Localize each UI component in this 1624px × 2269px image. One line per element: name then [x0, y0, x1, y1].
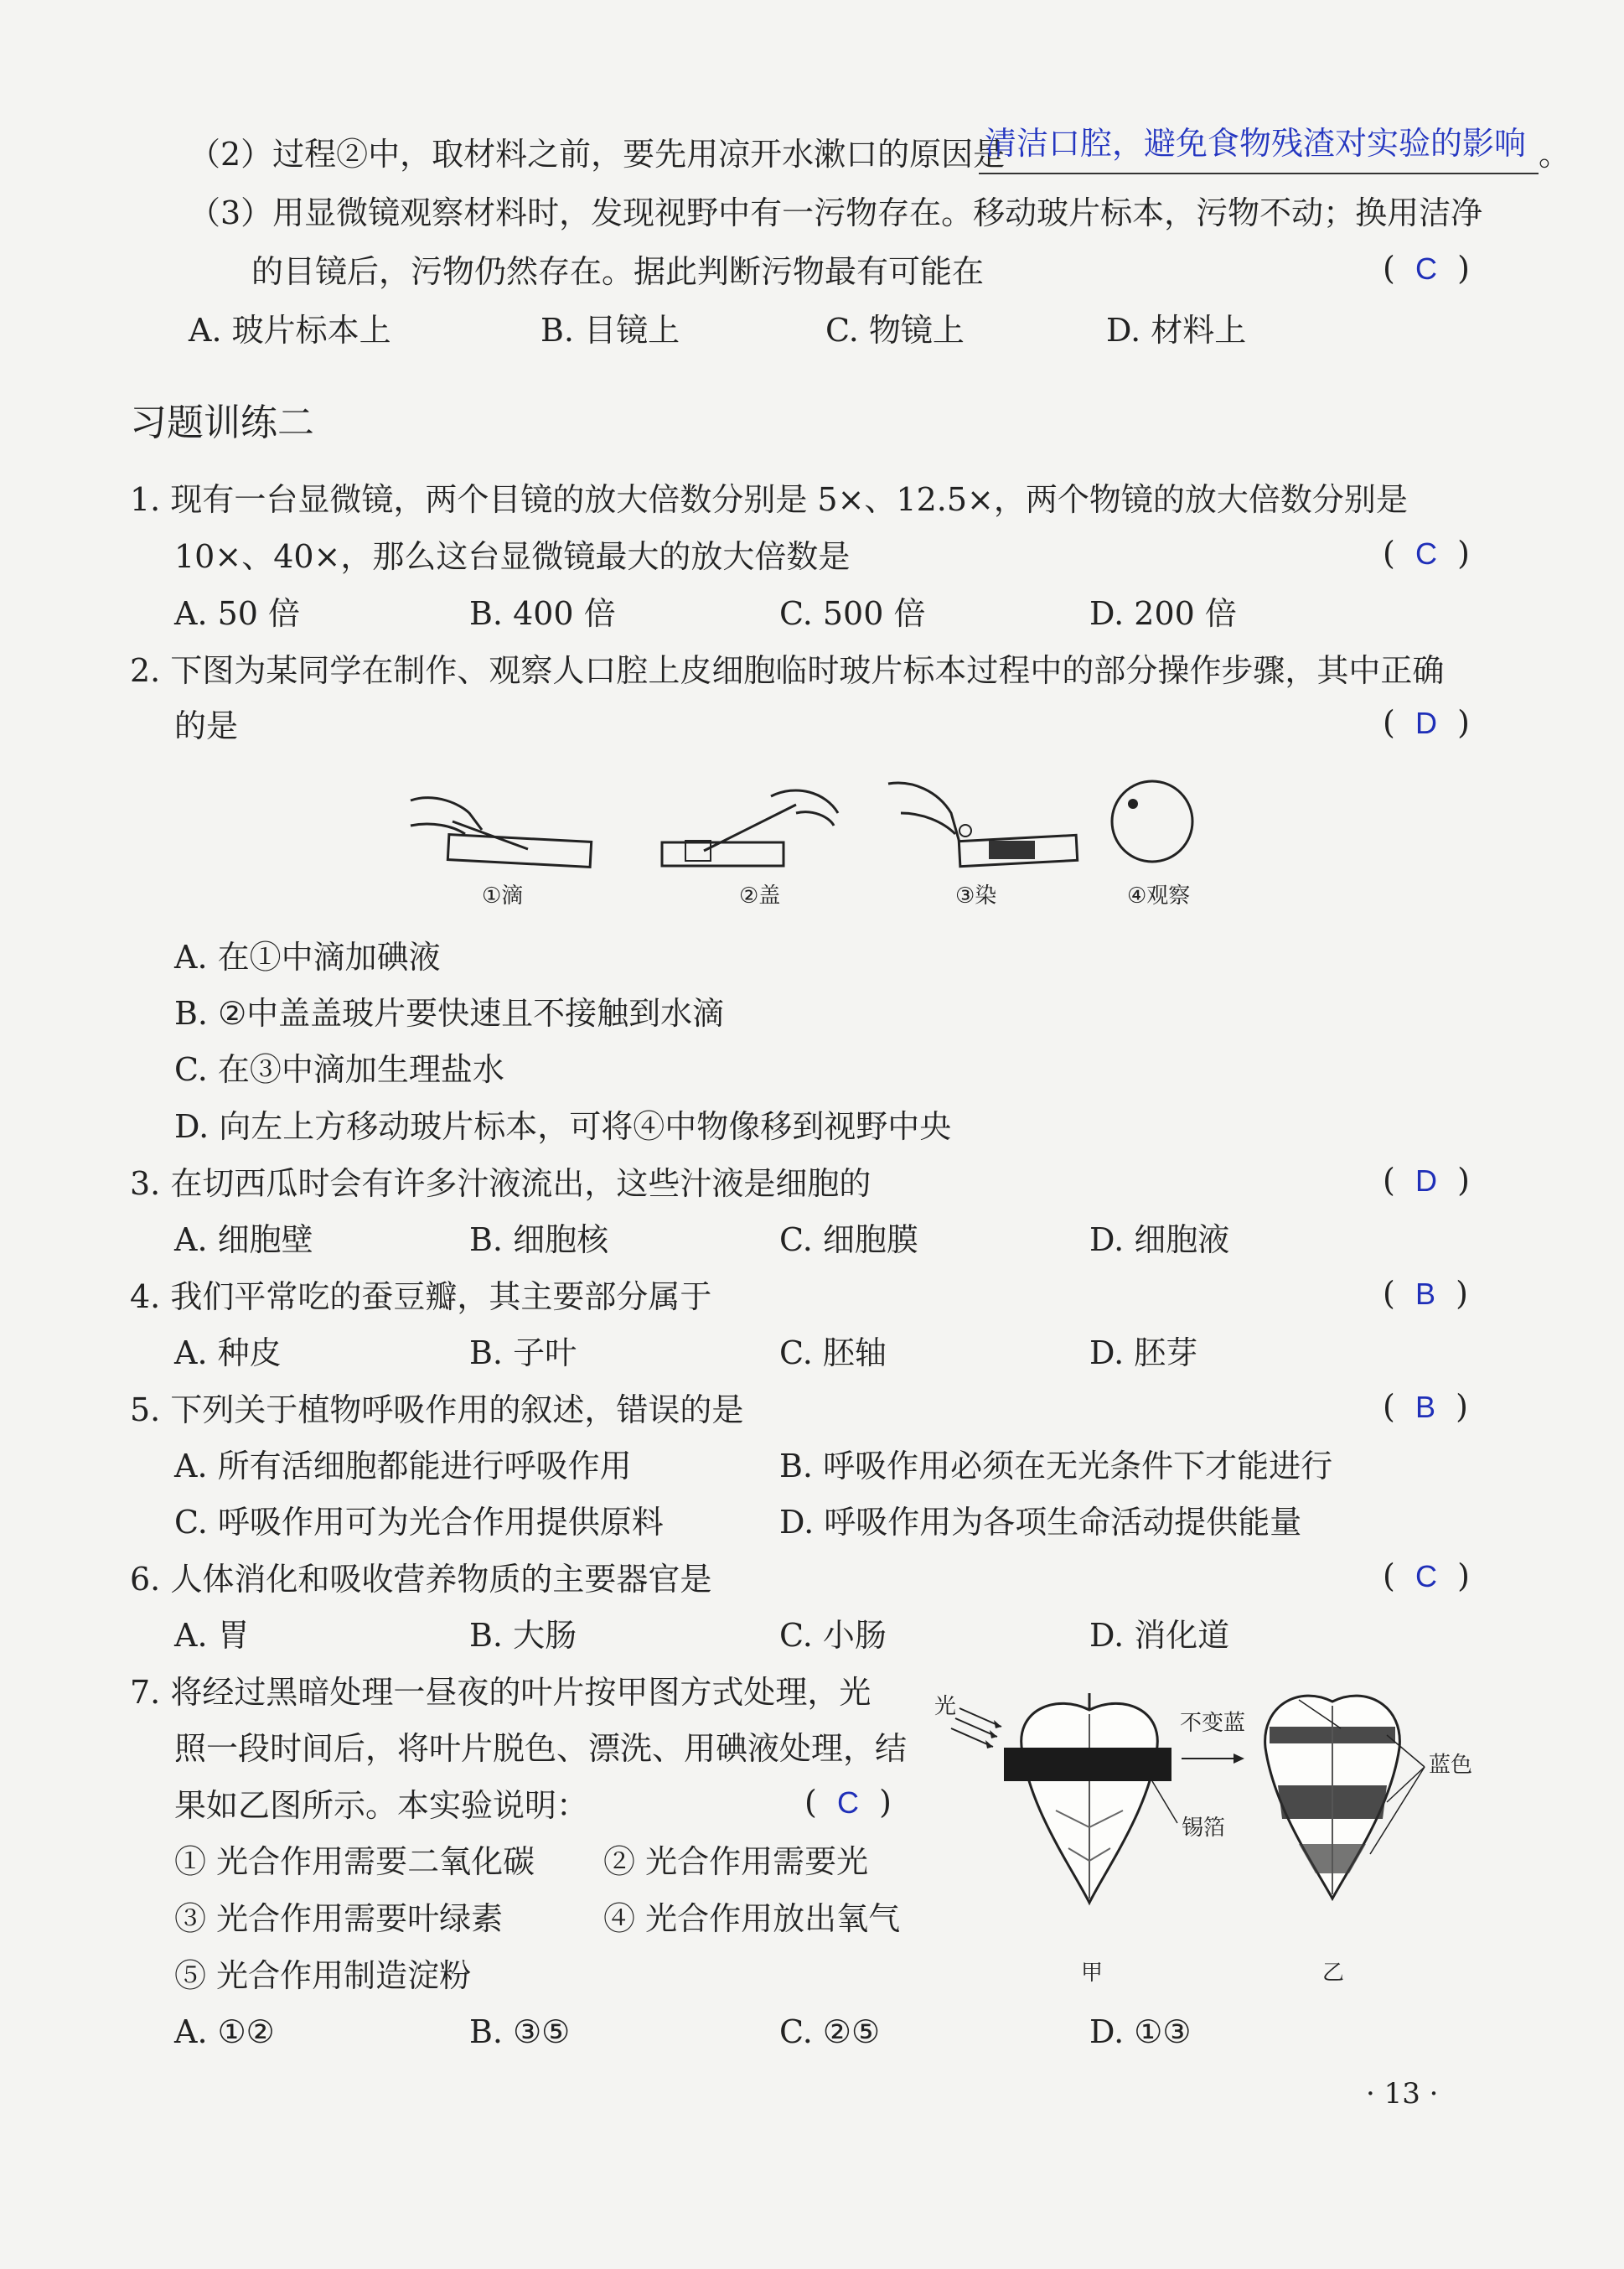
q6-answer-paren: ( C ) — [1383, 1557, 1470, 1594]
q7-label-jia: 甲 — [1081, 1961, 1104, 1986]
q6-answer: C — [1415, 1559, 1437, 1593]
q2-handwritten-answer: 清洁口腔，避免食物残渣对实验的影响 — [985, 127, 1527, 162]
q2-caption-3: ③染 — [955, 883, 997, 909]
q7-statement-1: ① 光合作用需要二氧化碳 — [174, 1843, 535, 1880]
q2-caption-4: ④观察 — [1127, 883, 1191, 909]
q6-option-c: C. 小肠 — [779, 1617, 887, 1654]
q7-label-no-blue: 不变蓝 — [1180, 1711, 1246, 1736]
q1-answer-paren: ( C ) — [1383, 535, 1470, 572]
q6-option-b: B. 大肠 — [469, 1617, 577, 1654]
page-number: · 13 · — [1366, 2077, 1439, 2111]
q7-statement-2: ② 光合作用需要光 — [603, 1843, 869, 1880]
q7-statement-5: ⑤ 光合作用制造淀粉 — [174, 1957, 472, 1994]
q1-line2: 10×、40×，那么这台显微镜最大的放大倍数是 — [174, 538, 851, 575]
q2b-option-b: B. ②中盖盖玻片要快速且不接触到水滴 — [174, 995, 725, 1032]
q7-label-light: 光 — [934, 1694, 957, 1719]
leaf-yi-drawing — [1265, 1696, 1400, 1899]
q7-answer: C — [836, 1785, 859, 1820]
q7-label-blue: 蓝色 — [1429, 1753, 1473, 1778]
q3-option-c: C. 物镜上 — [825, 312, 965, 349]
q7-statement-3: ③ 光合作用需要叶绿素 — [174, 1900, 504, 1937]
q4-option-c: C. 胚轴 — [779, 1334, 887, 1371]
q7-option-d: D. ①③ — [1089, 2013, 1192, 2050]
q7-line1: 7. 将经过黑暗处理一昼夜的叶片按甲图方式处理，光 — [130, 1674, 871, 1711]
q6-line1: 6. 人体消化和吸收营养物质的主要器官是 — [130, 1561, 712, 1598]
q2-answer-blank — [979, 173, 1539, 174]
q2-operation-figure — [402, 775, 1223, 909]
section-title: 习题训练二 — [130, 402, 314, 443]
leaf-jia-drawing — [1004, 1693, 1171, 1903]
q2-end: 。 — [1539, 136, 1571, 173]
q3b-line1: 3. 在切西瓜时会有许多汁液流出，这些汁液是细胞的 — [130, 1165, 871, 1202]
q3-option-d: D. 材料上 — [1106, 312, 1247, 349]
q2b-option-d: D. 向左上方移动玻片标本，可将④中物像移到视野中央 — [174, 1108, 952, 1145]
q2b-line2: 的是 — [174, 707, 239, 744]
q3-answer-paren: ( C ) — [1383, 250, 1470, 287]
q4-option-d: D. 胚芽 — [1089, 1334, 1198, 1371]
tinfoil-strip — [1004, 1748, 1171, 1781]
q2b-option-a: A. 在①中滴加碘液 — [174, 939, 441, 976]
q3-option-a: A. 玻片标本上 — [189, 312, 391, 349]
q6-option-a: A. 胃 — [174, 1617, 250, 1654]
q5-line1: 5. 下列关于植物呼吸作用的叙述，错误的是 — [130, 1391, 744, 1428]
step-observe-drawing — [1112, 781, 1192, 862]
q7-option-a: A. ①② — [174, 2013, 275, 2050]
step-stain-drawing — [888, 783, 1078, 867]
q3b-option-d: D. 细胞液 — [1089, 1221, 1230, 1258]
q7-statement-4: ④ 光合作用放出氧气 — [603, 1900, 901, 1937]
q4-answer: B — [1415, 1277, 1435, 1311]
q6-option-d: D. 消化道 — [1089, 1617, 1230, 1654]
q1-line1: 1. 现有一台显微镜，两个目镜的放大倍数分别是 5×、12.5×，两个物镜的放大倍数分别是 — [130, 481, 1408, 518]
q2-caption-1: ①滴 — [482, 883, 524, 909]
q3-answer: C — [1415, 251, 1437, 286]
q5-option-a: A. 所有活细胞都能进行呼吸作用 — [174, 1448, 632, 1484]
q7-option-c: C. ②⑤ — [779, 2013, 881, 2050]
q3b-option-c: C. 细胞膜 — [779, 1221, 918, 1258]
q3-line1: （3）用显微镜观察材料时，发现视野中有一污物存在。移动玻片标本，污物不动；换用洁净 — [189, 194, 1483, 231]
q3b-answer-paren: ( D ) — [1383, 1162, 1470, 1199]
q2-text: （2）过程②中，取材料之前，要先用凉开水漱口的原因是 — [189, 136, 1006, 173]
q3b-answer: D — [1415, 1163, 1437, 1198]
q1-option-d: D. 200 倍 — [1089, 595, 1237, 632]
q5-answer-paren: ( B ) — [1383, 1388, 1468, 1425]
q2b-line1: 2. 下图为某同学在制作、观察人口腔上皮细胞临时玻片标本过程中的部分操作步骤，其中正确 — [130, 652, 1445, 689]
step-drip-drawing — [411, 798, 592, 868]
q5-answer: B — [1415, 1390, 1435, 1424]
q4-option-a: A. 种皮 — [174, 1334, 282, 1371]
q7-label-foil: 锡箔 — [1182, 1816, 1226, 1841]
q3-option-b: B. 目镜上 — [540, 312, 680, 349]
q7-line3: 果如乙图所示。本实验说明： — [174, 1787, 589, 1824]
q5-option-d: D. 呼吸作用为各项生命活动提供能量 — [779, 1504, 1302, 1541]
q2b-option-c: C. 在③中滴加生理盐水 — [174, 1051, 504, 1088]
q7-line2: 照一段时间后，将叶片脱色、漂洗、用碘液处理，结 — [174, 1730, 908, 1767]
q1-option-a: A. 50 倍 — [174, 595, 301, 632]
q5-option-c: C. 呼吸作用可为光合作用提供原料 — [174, 1504, 664, 1541]
q3-line2: 的目镜后，污物仍然存在。据此判断污物最有可能在 — [251, 253, 985, 290]
q3b-option-a: A. 细胞壁 — [174, 1221, 313, 1258]
q1-answer: C — [1415, 536, 1437, 571]
q4-line1: 4. 我们平常吃的蚕豆瓣，其主要部分属于 — [130, 1278, 712, 1315]
q3b-option-b: B. 细胞核 — [469, 1221, 609, 1258]
q4-option-b: B. 子叶 — [469, 1334, 577, 1371]
q7-answer-paren: ( C ) — [804, 1784, 892, 1821]
q2b-answer-paren: ( D ) — [1383, 704, 1470, 741]
q2-caption-2: ②盖 — [739, 883, 781, 909]
q1-option-b: B. 400 倍 — [469, 595, 616, 632]
step-cover-drawing — [662, 790, 838, 866]
q7-label-yi: 乙 — [1322, 1961, 1345, 1986]
q7-option-b: B. ③⑤ — [469, 2013, 571, 2050]
q4-answer-paren: ( B ) — [1383, 1275, 1468, 1312]
q1-option-c: C. 500 倍 — [779, 595, 926, 632]
light-arrows-icon — [951, 1708, 1001, 1748]
q5-option-b: B. 呼吸作用必须在无光条件下才能进行 — [779, 1448, 1333, 1484]
q2b-answer: D — [1415, 706, 1437, 740]
